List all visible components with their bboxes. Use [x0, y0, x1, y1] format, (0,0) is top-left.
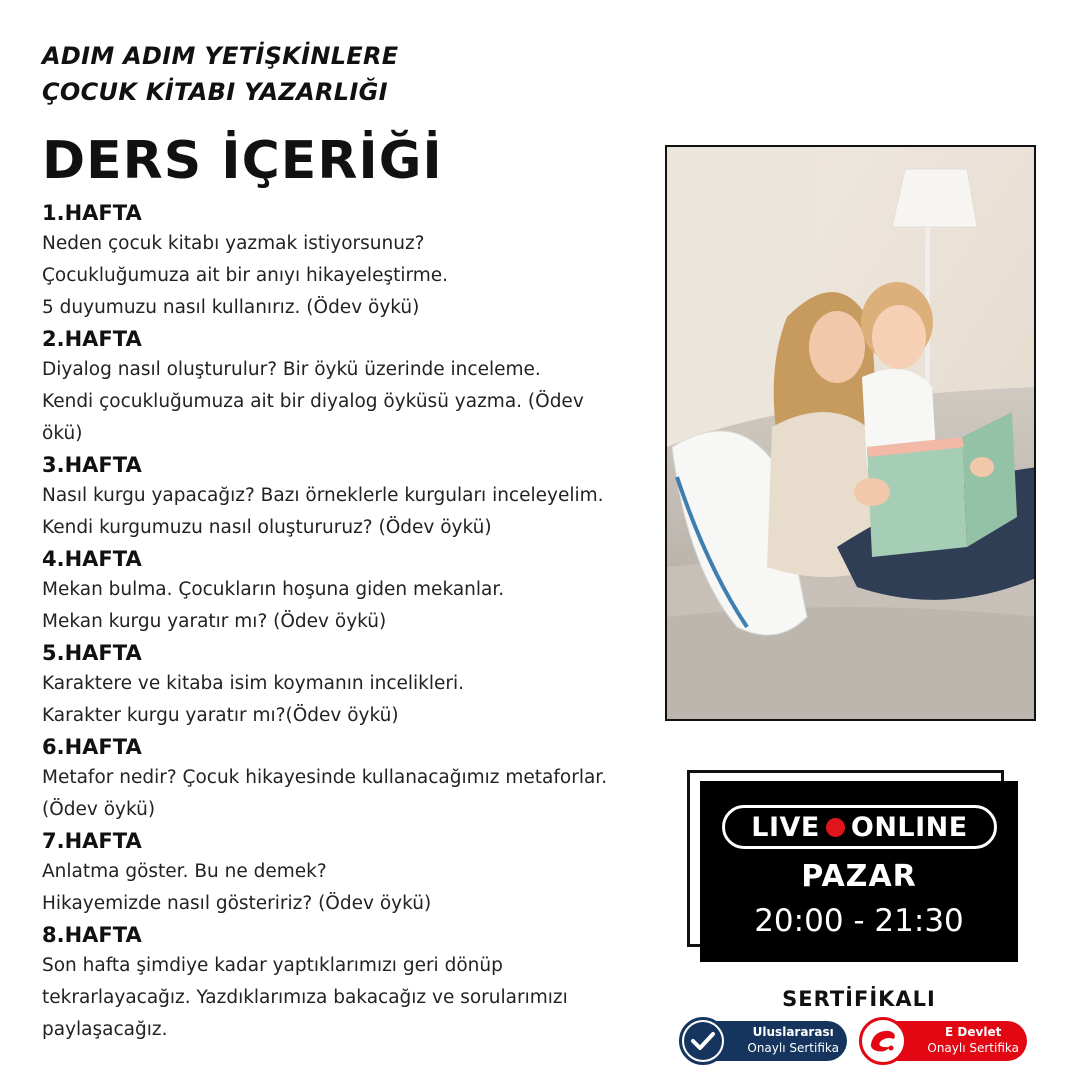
- week-line: Nasıl kurgu yapacağız? Bazı örneklerle kurguları inceleyelim.: [42, 485, 604, 506]
- edevlet-certificate-badge: [860, 1021, 1027, 1061]
- week-line: Mekan kurgu yaratır mı? (Ödev öykü): [42, 611, 387, 632]
- week-line: Mekan bulma. Çocukların hoşuna giden mekanlar.: [42, 579, 505, 600]
- badge-2-bold: E Devlet: [945, 1025, 1002, 1039]
- week-line: Karakter kurgu yaratır mı?(Ödev öykü): [42, 705, 399, 726]
- week-line: Neden çocuk kitabı yazmak istiyorsunuz?: [42, 233, 425, 254]
- week-title: 2.HAFTA: [42, 327, 142, 351]
- weeks-list: [42, 198, 672, 1046]
- week-line: Karaktere ve kitaba isim koymanın incelikleri.: [42, 673, 465, 694]
- week-title: 6.HAFTA: [42, 735, 142, 759]
- international-certificate-badge: [680, 1021, 847, 1061]
- week-line: Kendi kurgumuzu nasıl oluştururuz? (Ödev öykü): [42, 517, 492, 538]
- week-line: tekrarlayacağız. Yazdıklarımıza bakacağız ve sorularımızı: [42, 987, 568, 1008]
- week-line: Son hafta şimdiye kadar yaptıklarımızı geri dönüp: [42, 955, 503, 976]
- week-title: 1.HAFTA: [42, 201, 142, 225]
- week-line: Hikayemizde nasıl gösteririz? (Ödev öykü): [42, 893, 432, 914]
- live-online-pill: [722, 805, 997, 849]
- edevlet-logo-icon: [859, 1017, 907, 1065]
- week-line: ökü): [42, 423, 83, 444]
- week-title: 8.HAFTA: [42, 923, 142, 947]
- live-day: PAZAR: [801, 859, 917, 894]
- subtitle-line-1: ADIM ADIM YETİŞKİNLERE: [42, 42, 399, 70]
- certificate-title: SERTİFİKALI: [782, 987, 936, 1011]
- mother-daughter-reading-photo: [665, 145, 1036, 721]
- live-online-box: [700, 781, 1018, 962]
- live-label: LIVE: [751, 811, 820, 843]
- week-line: (Ödev öykü): [42, 799, 156, 820]
- week-title: 3.HAFTA: [42, 453, 142, 477]
- week-line: 5 duyumuzu nasıl kullanırız. (Ödev öykü): [42, 297, 420, 318]
- week-line: Çocukluğumuza ait bir anıyı hikayeleştirme.: [42, 265, 449, 286]
- online-label: ONLINE: [850, 811, 968, 843]
- week-title: 4.HAFTA: [42, 547, 142, 571]
- week-line: paylaşacağız.: [42, 1019, 168, 1040]
- badge-1-bold: Uluslararası: [752, 1025, 834, 1039]
- badge-1-text: Onaylı Sertifika: [747, 1041, 839, 1055]
- week-line: Diyalog nasıl oluşturulur? Bir öykü üzerinde inceleme.: [42, 359, 541, 380]
- page-title: DERS İÇERİĞİ: [42, 131, 443, 191]
- live-dot-icon: [826, 818, 845, 837]
- week-line: Kendi çocukluğumuza ait bir diyalog öyküsü yazma. (Ödev: [42, 391, 584, 412]
- week-line: Metafor nedir? Çocuk hikayesinde kullanacağımız metaforlar.: [42, 767, 608, 788]
- week-title: 5.HAFTA: [42, 641, 142, 665]
- week-title: 7.HAFTA: [42, 829, 142, 853]
- week-line: Anlatma göster. Bu ne demek?: [42, 861, 327, 882]
- subtitle-line-2: ÇOCUK KİTABI YAZARLIĞI: [42, 78, 388, 106]
- checkmark-icon: [679, 1017, 727, 1065]
- course-subtitle: [42, 38, 398, 110]
- badge-2-text: Onaylı Sertifika: [927, 1041, 1019, 1055]
- live-time: 20:00 - 21:30: [754, 903, 964, 939]
